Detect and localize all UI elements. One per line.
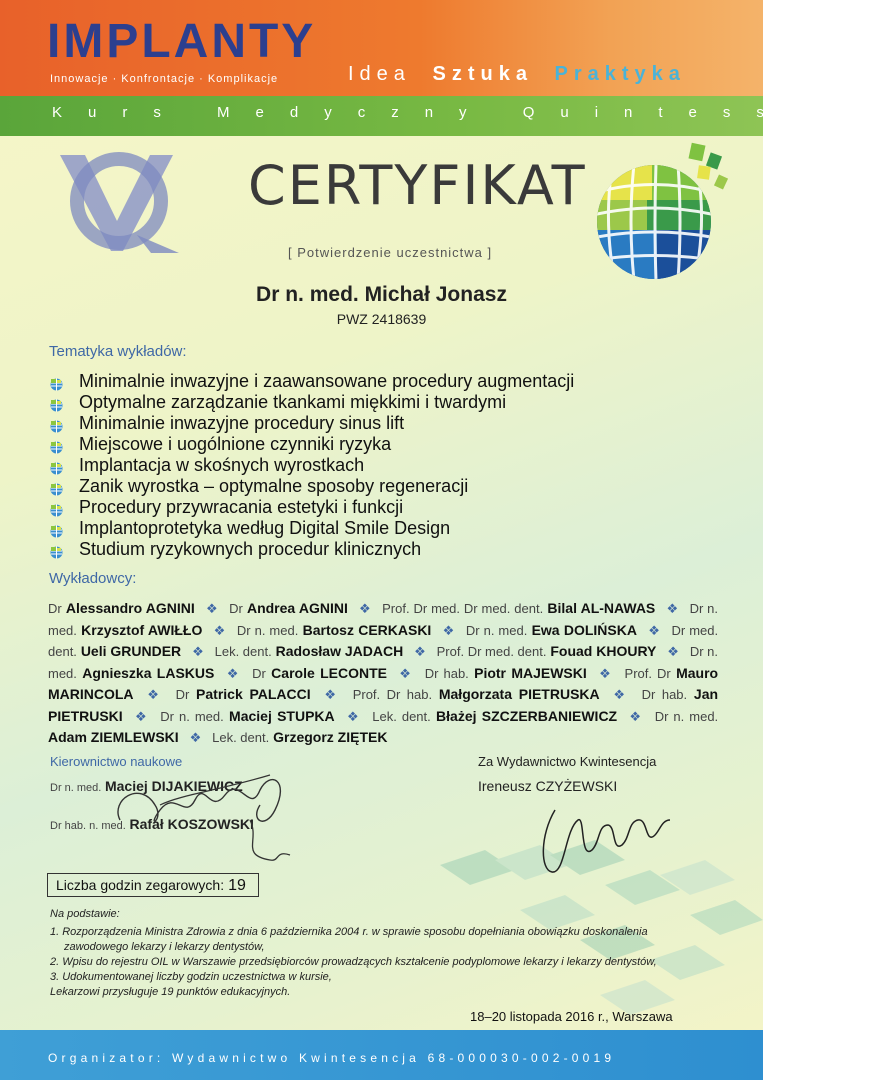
lecturer-title: Prof. Dr med. Dr med. dent. — [382, 601, 544, 616]
lecturer-title: Dr n. med. — [48, 644, 719, 681]
list-item — [50, 539, 574, 560]
lecturers-list — [48, 598, 718, 749]
lecturer — [372, 708, 617, 724]
separator-icon: ❖ — [205, 601, 218, 616]
lecturer — [252, 665, 387, 681]
lecturer-title: Lek. dent. — [212, 730, 270, 745]
bullet-icon — [50, 501, 63, 514]
list-item — [50, 371, 574, 392]
separator-icon: ❖ — [189, 730, 202, 745]
bullet-icon — [50, 417, 63, 430]
lecturer-name: Krzysztof AWIŁŁO — [81, 621, 203, 638]
lecturer-name: Patrick PALACCI — [196, 686, 311, 702]
list-item — [50, 497, 574, 518]
publisher-name: Ireneusz CZYŻEWSKI — [478, 778, 618, 794]
lecturer-title: Prof. Dr med. dent. — [436, 644, 547, 659]
separator-icon: ❖ — [359, 601, 371, 616]
lecturer-title: Dr n. med. — [160, 708, 224, 724]
bullet-icon — [50, 438, 63, 451]
basis-item: Lekarzowi przysługuje 19 punktów edukacyjnych. — [50, 986, 291, 998]
separator-icon: ❖ — [666, 601, 679, 616]
topic-text: Miejscowe i uogólnione czynniki ryzyka — [79, 434, 392, 454]
slogan-sztuka: Sztuka — [432, 63, 533, 85]
basis-label: Na podstawie: — [50, 908, 120, 920]
lecturer-title: Prof. Dr — [624, 665, 671, 681]
lecturer-name: Piotr MAJEWSKI — [474, 664, 587, 681]
lecturer-name: Bilal AL-NAWAS — [547, 600, 656, 616]
director-1-title: Dr n. med. — [50, 782, 102, 794]
hours-value: 19 — [228, 877, 246, 894]
lecturer — [425, 665, 587, 681]
lecturer-name: Carole LECONTE — [271, 664, 387, 681]
topic-text: Zanik wyrostka – optymalne sposoby regeneracji — [79, 476, 469, 496]
separator-icon: ❖ — [442, 622, 455, 638]
lecturer — [229, 600, 348, 616]
lecturer — [237, 622, 431, 638]
lecturer-name: Alessandro AGNINI — [65, 600, 195, 616]
signature-director-icon — [100, 760, 310, 870]
basis-item: 1. Rozporządzenia Ministra Zdrowia z dnia 6 października 2004 r. w sprawie sposobu dopełniania obowiązku doskonalenia — [50, 926, 648, 938]
footer-organizer: Organizator: Wydawnictwo Kwintesencja 68-000030-002-0019 — [48, 1051, 616, 1065]
lecturer-title: Lek. dent. — [372, 708, 431, 724]
topic-text: Procedury przywracania estetyki i funkcji — [79, 497, 404, 517]
separator-icon: ❖ — [648, 622, 661, 638]
basis-list — [50, 925, 720, 1000]
separator-icon: ❖ — [613, 687, 628, 702]
lecturer-title: Dr — [229, 601, 243, 616]
lecturer-title: Dr hab. — [424, 665, 469, 681]
bullet-icon — [50, 522, 63, 535]
course-name: Kurs Medyczny Quintessenz — [52, 104, 892, 121]
lecturer-name: Błażej SZCZERBANIEWICZ — [436, 707, 618, 724]
signature-publisher-icon — [530, 790, 680, 880]
lecturer — [48, 600, 195, 616]
lecturer-name: Bartosz CERKASKI — [302, 621, 432, 638]
publisher-label: Za Wydawnictwo Kwintesencja — [478, 754, 657, 769]
lecturer — [466, 622, 637, 638]
separator-icon: ❖ — [414, 644, 426, 659]
hours-box — [47, 873, 259, 897]
brand-subtitle: Innowacje · Konfrontacje · Komplikacje — [50, 73, 279, 85]
list-item — [50, 434, 574, 455]
separator-icon: ❖ — [346, 708, 360, 724]
slogan-idea: Idea — [348, 63, 411, 85]
globe-logo-icon — [592, 142, 737, 282]
basis-item: 3. Udokumentowanej liczby godzin uczestnictwa w kursie, — [50, 971, 332, 983]
topic-text: Studium ryzykownych procedur klinicznych — [79, 539, 422, 559]
participant-pwz: PWZ 2418639 — [336, 311, 427, 327]
topic-text: Minimalnie inwazyjne procedury sinus lift — [79, 413, 405, 433]
lecturer-name: Małgorzata PIETRUSKA — [438, 686, 600, 702]
lecturer — [382, 600, 655, 616]
list-item — [50, 392, 574, 413]
separator-icon: ❖ — [324, 687, 339, 702]
issue-date: 18–20 listopada 2016 r., Warszawa — [470, 1009, 673, 1024]
topic-text: Implantoprotetyka według Digital Smile Design — [79, 518, 451, 538]
lecturer — [160, 708, 334, 724]
lecturer-title: Dr hab. — [641, 687, 688, 702]
topic-text: Implantacja w skośnych wyrostkach — [79, 455, 365, 475]
lecturer-name: Mauro MARINCOLA — [48, 664, 719, 702]
lecturer — [176, 686, 311, 702]
separator-icon: ❖ — [599, 665, 613, 681]
lecturer-title: Dr n. med. — [654, 708, 719, 724]
bullet-icon — [50, 396, 63, 409]
lecturer-title: Dr — [48, 601, 62, 616]
separator-icon: ❖ — [134, 708, 149, 724]
lecturer-name: Ueli GRUNDER — [80, 643, 182, 659]
slogan-praktyka: Praktyka — [554, 63, 686, 85]
topic-text: Minimalnie inwazyjne i zaawansowane procedury augmentacji — [79, 371, 575, 391]
lecturer-title: Dr n. med. — [236, 622, 299, 638]
lecturer-name: Adam ZIEMLEWSKI — [48, 729, 179, 745]
lecturers-label: Wykładowcy: — [49, 570, 137, 587]
lecturer-name: Fouad KHOURY — [550, 643, 657, 659]
bullet-icon — [50, 459, 63, 472]
director-2-title: Dr hab. n. med. — [50, 820, 126, 832]
basis-item: zawodowego lekarzy i lekarzy dentystów, — [64, 941, 265, 953]
lecturer — [212, 729, 387, 745]
separator-icon: ❖ — [399, 665, 413, 681]
separator-icon: ❖ — [667, 644, 679, 659]
slogan — [348, 63, 686, 86]
certificate-subtitle: [ Potwierdzenie uczestnictwa ] — [288, 245, 493, 260]
list-item — [50, 413, 574, 434]
direction-label: Kierownictwo naukowe — [50, 754, 183, 769]
lecturer-name: Agnieszka LASKUS — [82, 664, 215, 681]
lecturer-name: Jan PIETRUSKI — [48, 686, 719, 724]
lecturer-title: Dr med. dent. — [48, 622, 719, 659]
director-1-name: Maciej DIJAKIEWICZ — [104, 778, 243, 794]
lecturer-title: Dr — [252, 665, 266, 681]
lecturer — [215, 643, 404, 659]
lecturer-title: Lek. dent. — [214, 644, 272, 659]
list-item — [50, 476, 574, 497]
lecturer — [437, 643, 657, 659]
topic-text: Optymalne zarządzanie tkankami miękkimi i twardymi — [79, 392, 507, 412]
separator-icon: ❖ — [147, 687, 162, 702]
topics-list — [50, 371, 574, 560]
lecturer-title: Dr n. med. — [48, 601, 719, 638]
bullet-icon — [50, 480, 63, 493]
separator-icon: ❖ — [192, 644, 204, 659]
basis-item: 2. Wpisu do rejestru OIL w Warszawie przedsiębiorców prowadzących kształcenie podyplomowe lekarzy i lekarzy dentystów, — [50, 956, 657, 968]
certificate-title: CERTYFIKAT — [248, 154, 587, 217]
lecturer-name: Maciej STUPKA — [229, 707, 335, 724]
topics-label: Tematyka wykładów: — [49, 343, 187, 360]
lecturer-name: Radosław JADACH — [275, 643, 404, 659]
separator-icon: ❖ — [226, 665, 240, 681]
lecturer-title: Dr — [175, 687, 190, 702]
bullet-icon — [50, 375, 63, 388]
lecturer-name: Grzegorz ZIĘTEK — [273, 729, 388, 745]
separator-icon: ❖ — [213, 622, 226, 638]
lecturer-name: Andrea AGNINI — [246, 600, 348, 616]
participant-name: Dr n. med. Michał Jonasz — [256, 283, 507, 306]
list-item — [50, 518, 574, 539]
list-item — [50, 455, 574, 476]
director-2-name: Rafał KOSZOWSKI — [129, 816, 254, 832]
lecturer — [353, 686, 600, 702]
vq-logo-icon — [55, 143, 185, 255]
bullet-icon — [50, 543, 63, 556]
separator-icon: ❖ — [629, 708, 643, 724]
hours-label: Liczba godzin zegarowych: — [56, 877, 225, 893]
lecturer-title: Dr n. med. — [465, 622, 528, 638]
lecturer-title: Prof. Dr hab. — [352, 687, 433, 702]
brand-title: IMPLANTY — [47, 15, 317, 68]
lecturer-name: Ewa DOLIŃSKA — [531, 621, 637, 638]
